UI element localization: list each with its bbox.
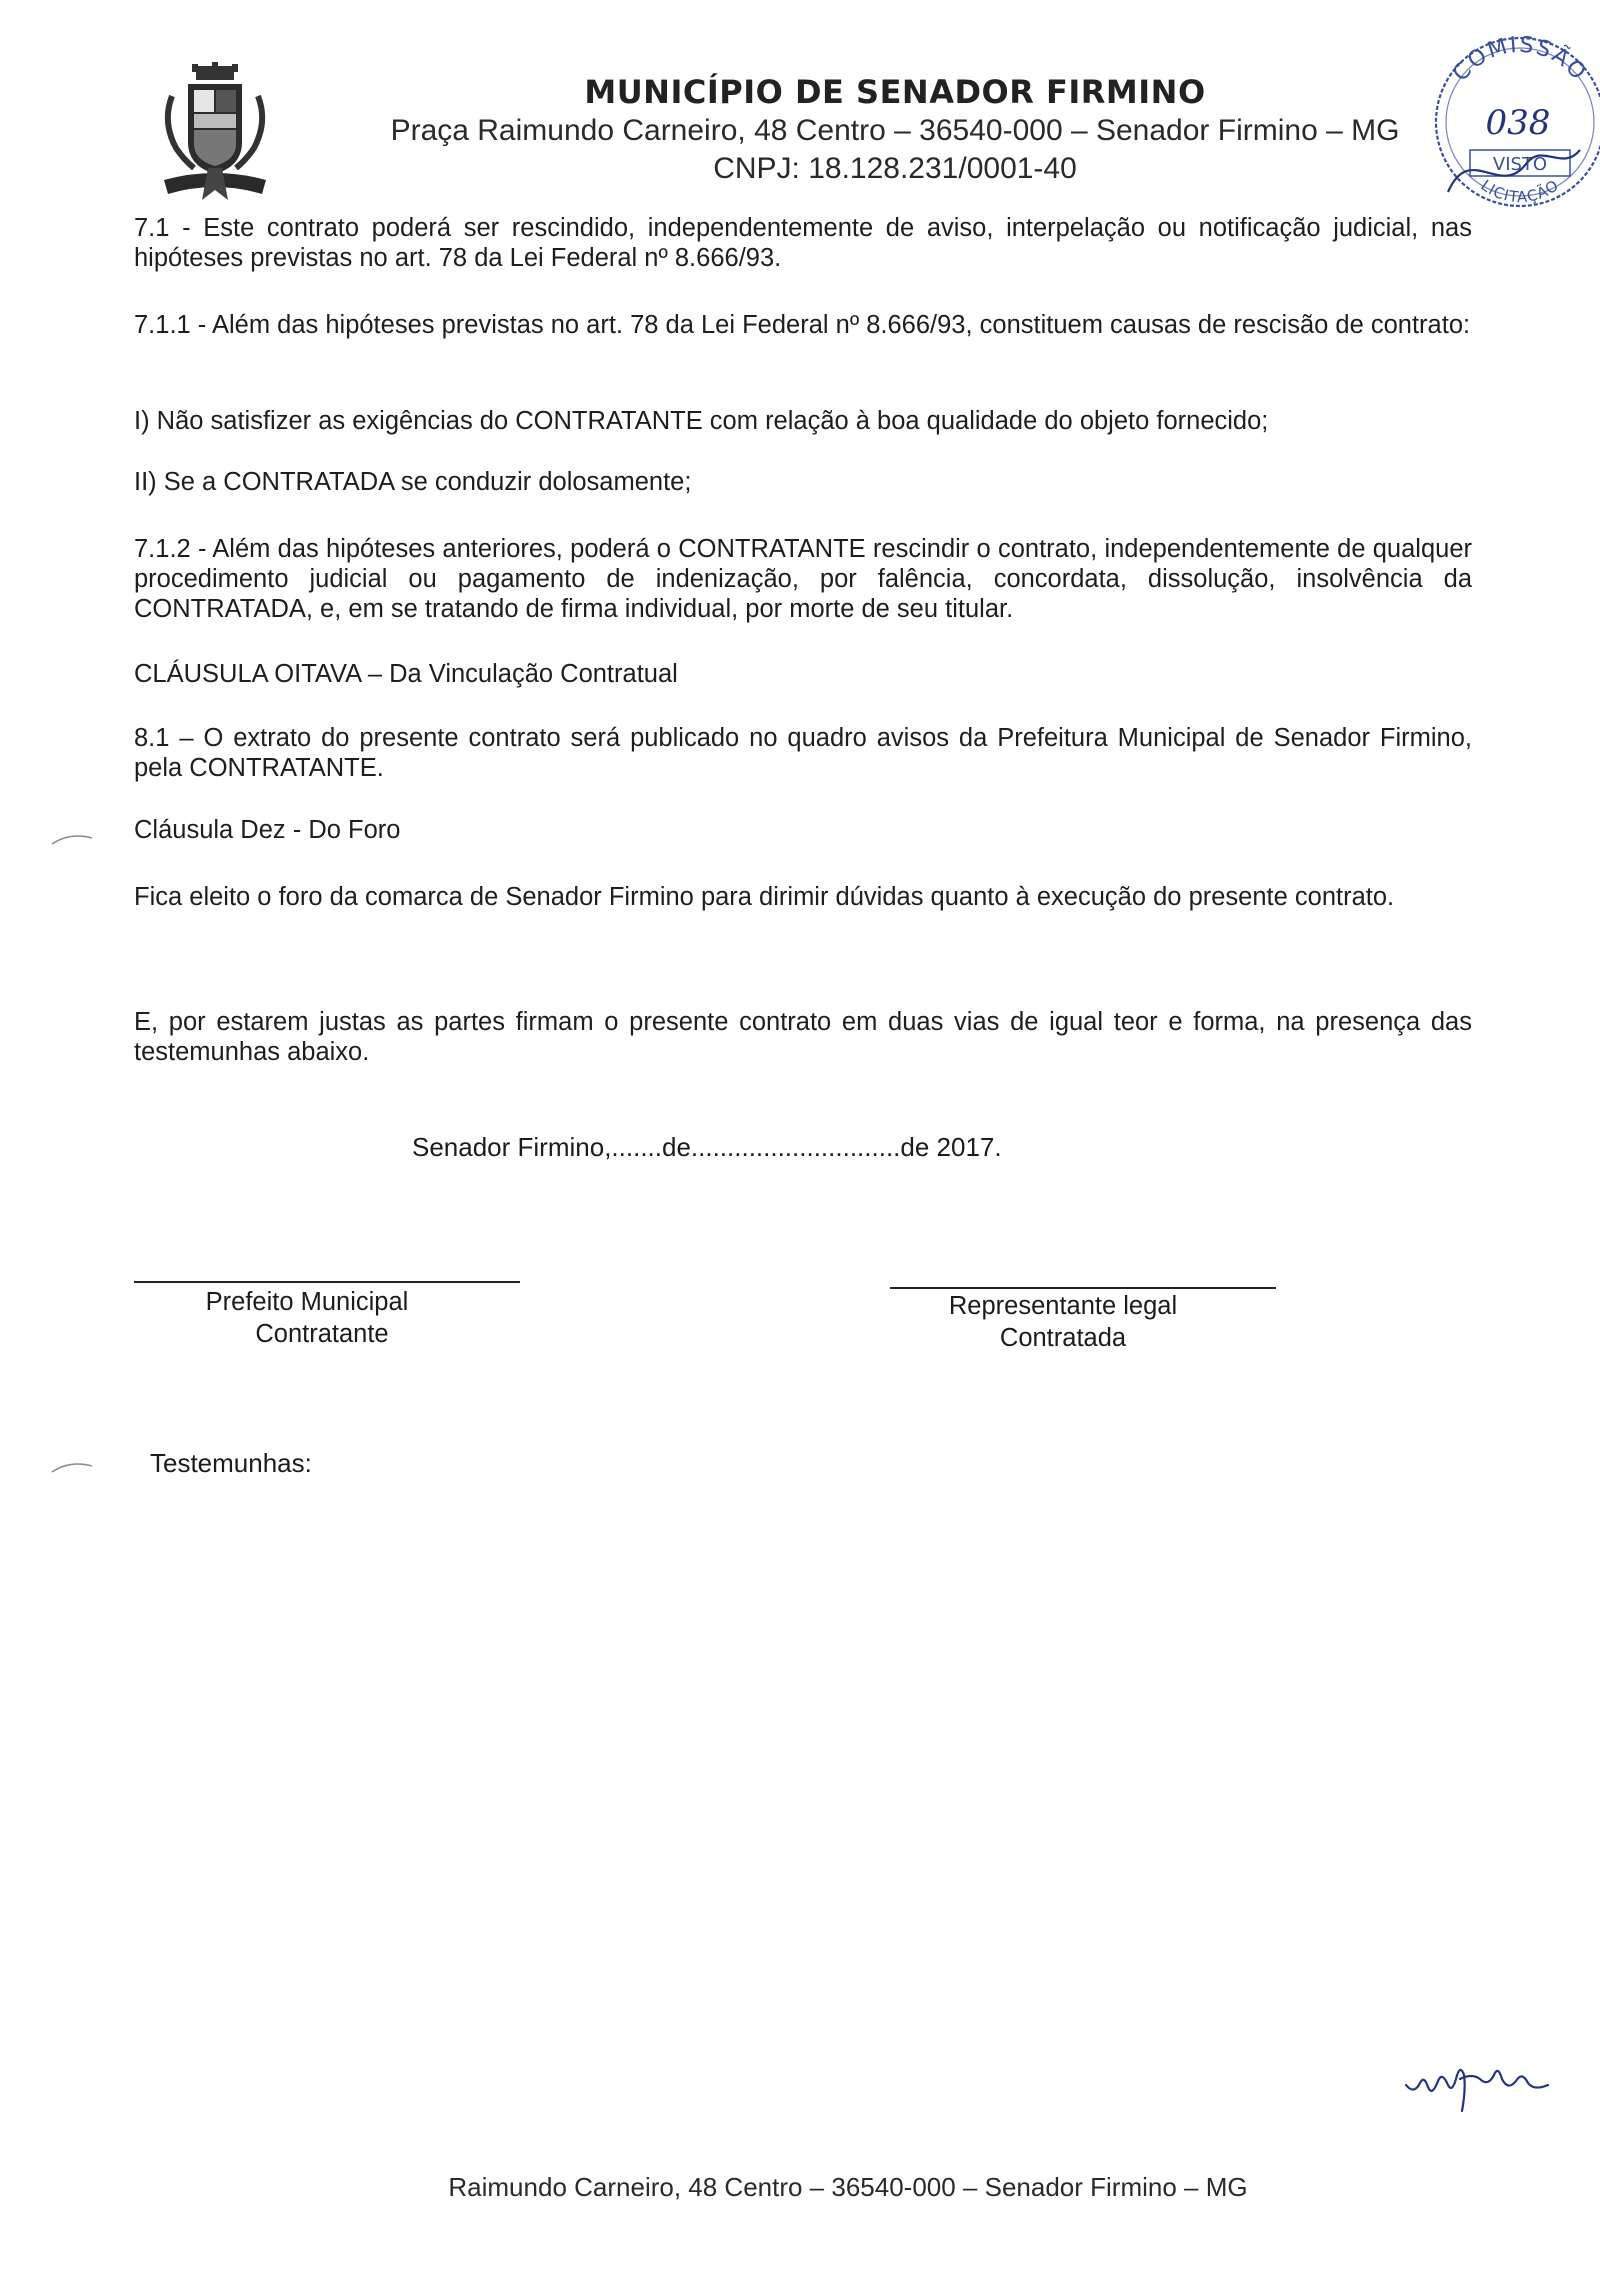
header-cnpj: CNPJ: 18.128.231/0001-40 <box>713 152 1077 185</box>
signature-role-contratante: Contratante <box>255 1320 389 1348</box>
letterhead <box>372 72 1418 188</box>
clause-7-1: 7.1 - Este contrato poderá ser rescindido, independentemente de aviso, interpelação ou notificação judicial, nas hipóteses previstas no art. 78 da Lei Federal nº 8.666/93. <box>134 214 1472 272</box>
clause-7-1-2: 7.1.2 - Além das hipóteses anteriores, poderá o CONTRATANTE rescindir o contrato, independentemente de qualquer procedimento judicial ou pagamento de indenização, por falência, concordata, dissolução, insolvência da CONTRATADA, e, em se tratando de firma individual, por morte de seu titular. <box>134 535 1472 623</box>
municipality-name: MUNICÍPIO DE SENADOR FIRMINO <box>584 73 1206 111</box>
date-line: Senador Firmino,.......de.............................de 2017. <box>412 1132 1002 1162</box>
svg-text:COMISSÃO <box>1448 33 1591 87</box>
commission-stamp <box>1430 22 1600 212</box>
signature-line-contratante <box>134 1281 520 1283</box>
clause-8-1: 8.1 – O extrato do presente contrato será publicado no quadro avisos da Prefeitura Municipal de Senador Firmino, pela CONTRATANTE. <box>134 724 1472 782</box>
footer-address: Raimundo Carneiro, 48 Centro – 36540-000 – Senador Firmino – MG <box>448 2172 1248 2202</box>
margin-hole-mark <box>50 1460 94 1474</box>
clause-7-1-1: 7.1.1 - Além das hipóteses previstas no art. 78 da Lei Federal nº 8.666/93, constituem causas de rescisão de contrato: <box>134 311 1471 339</box>
header-address: Praça Raimundo Carneiro, 48 Centro – 36540-000 – Senador Firmino – MG <box>390 114 1400 147</box>
clause-item-i: I) Não satisfizer as exigências do CONTRATANTE com relação à boa qualidade do objeto fornecido; <box>134 407 1269 435</box>
margin-hole-mark <box>50 832 94 846</box>
clause-10-heading: Cláusula Dez - Do Foro <box>134 816 401 844</box>
handwritten-initials <box>1402 2045 1552 2115</box>
signature-title-contratante: Prefeito Municipal <box>205 1288 409 1316</box>
svg-text:LICITAÇÃO <box>1477 176 1562 206</box>
stamp-top-text: COMISSÃO <box>1448 32 1592 87</box>
clause-8-heading: CLÁUSULA OITAVA – Da Vinculação Contratual <box>134 660 678 688</box>
signature-title-contratada: Representante legal <box>948 1292 1178 1320</box>
signature-role-contratada: Contratada <box>999 1324 1127 1352</box>
clause-item-ii: II) Se a CONTRATADA se conduzir dolosamente; <box>134 468 692 496</box>
witnesses-label: Testemunhas: <box>150 1448 312 1478</box>
coat-of-arms-logo <box>150 62 280 202</box>
stamp-number: 038 <box>1485 103 1551 143</box>
signature-line-contratada <box>890 1287 1276 1289</box>
stamp-bottom-text: LICITAÇÃO <box>1477 176 1563 207</box>
stamp-middle-text: VISTO <box>1492 154 1548 175</box>
closing-paragraph: E, por estarem justas as partes firmam o presente contrato em duas vias de igual teor e forma, na presença das testemunhas abaixo. <box>134 1008 1472 1066</box>
clause-foro: Fica eleito o foro da comarca de Senador Firmino para dirimir dúvidas quanto à execução do presente contrato. <box>134 883 1395 911</box>
